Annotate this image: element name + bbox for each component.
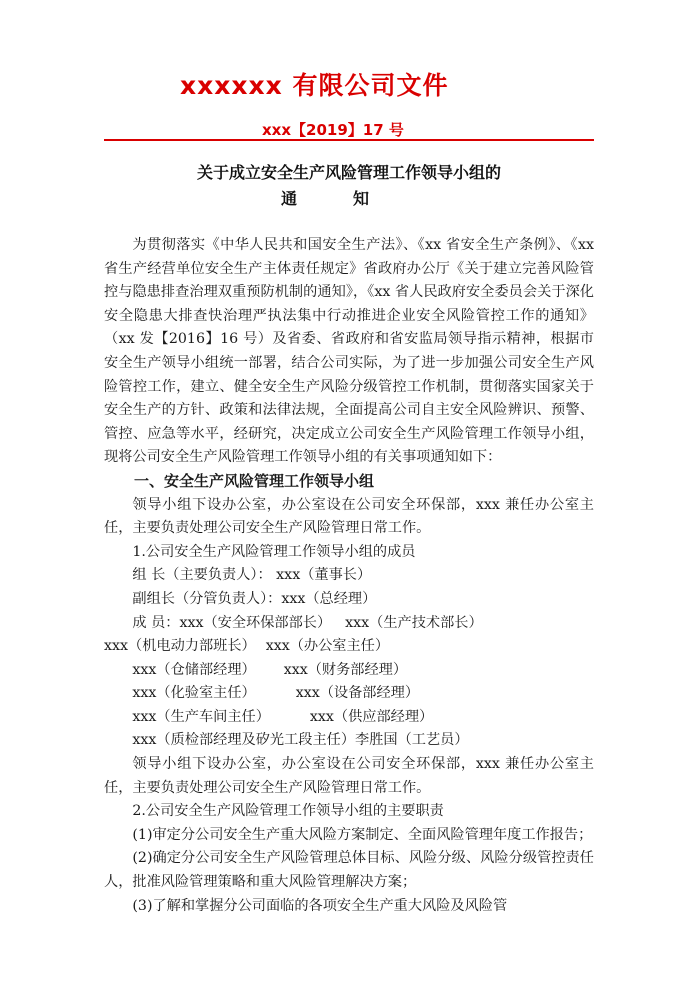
member-workshop: xxx（生产车间主任）	[132, 708, 270, 725]
member-office: xxx（办公室主任）	[265, 638, 390, 655]
member-supply: xxx（供应部经理）	[309, 708, 434, 725]
duty-item-3: (3)了解和掌握分公司面临的各项安全生产重大风险及风险管	[132, 897, 508, 914]
members-line-5	[104, 706, 594, 730]
members-line-2	[104, 635, 594, 659]
duty-item-2: (2)确定分公司安全生产风险管理总体目标、风险分级、风险分级管控责任人，批准风险管理策略和重大风险管理解决方案；	[104, 850, 594, 891]
company-document-title: xxxxxx 有限公司文件	[180, 71, 449, 100]
member-lab: xxx（化验室主任）	[132, 685, 256, 702]
notice-title-char-2: 知	[353, 189, 370, 208]
red-divider-line	[104, 139, 594, 141]
section-heading-1: 一、安全生产风险管理工作领导小组	[134, 471, 375, 490]
group-leader-line: 组 长（主要负责人）： xxx（董事长）	[132, 567, 372, 584]
office-paragraph-1: 领导小组下设办公室，办公室设在公司安全环保部，xxx 兼任办公室主任，主要负责处理公司安全生产风险管理日常工作。	[104, 496, 594, 537]
member-production-tech: xxx（生产技术部长）	[345, 614, 483, 631]
member-mech-power: xxx（机电动力部班长）	[104, 638, 256, 655]
office-paragraph-2: 领导小组下设办公室，办公室设在公司安全环保部，xxx 兼任办公室主任，主要负责处理公司安全生产风险管理日常工作。	[104, 756, 594, 796]
notice-title-line2	[104, 186, 594, 212]
members-line-4	[104, 682, 594, 706]
members-line-3	[104, 659, 594, 683]
members-line-1	[104, 612, 594, 636]
duty-item-1: (1)审定分公司安全生产重大风险方案制定、全面风险管理年度工作报告；	[132, 826, 593, 843]
notice-title-char-1: 通	[280, 189, 297, 208]
members-heading: 1.公司安全生产风险管理工作领导小组的成员	[132, 543, 416, 560]
member-safety-env: 成 员：xxx（安全环保部部长）	[132, 614, 332, 631]
deputy-leader-line: 副组长（分管负责人）：xxx（总经理）	[132, 590, 377, 607]
intro-paragraph: 为贯彻落实《中华人民共和国安全生产法》、《xx 省安全生产条例》、《xx 省生产经营单位安全生产主体责任规定》省政府办公厅《关于建立完善风险管控与隐患排查治理双重预防机制的通知》，《xx 省人民政府安全委员会关于深化安全隐患大排查快治理严执法集中行动推进企业安全风险管控工作的通知》（xx 发【2016】16 号）及省委、省政府和省安监局领导指示精神，根据市安全生产领导小组统一部署，结合公司实际，为了进一步加强公司安全生产风险管控工作，建立、健全安全生产风险分级管控工作机制，贯彻落实国家关于安全生产的方针、政策和法律法规，全面提高公司自主安全风险辨识、预警、管控、应急等水平，经研究，决定成立公司安全生产风险管理工作领导小组，现将公司安全生产风险管理工作领导小组的有关事项通知如下：	[104, 237, 594, 466]
document-number: xxx【2019】17 号	[262, 121, 404, 139]
member-equipment: xxx（设备部经理）	[295, 685, 420, 702]
document-body	[104, 234, 594, 918]
notice-title	[104, 160, 594, 212]
notice-title-line1: 关于成立安全生产风险管理工作领导小组的	[196, 163, 501, 182]
duties-heading: 2.公司安全生产风险管理工作领导小组的主要职责	[132, 803, 444, 820]
members-line-6: xxx（质检部经理及矽光工段主任）李胜国（工艺员）	[132, 732, 469, 749]
member-storage: xxx（仓储部经理）	[132, 661, 256, 678]
member-finance: xxx（财务部经理）	[283, 661, 408, 678]
